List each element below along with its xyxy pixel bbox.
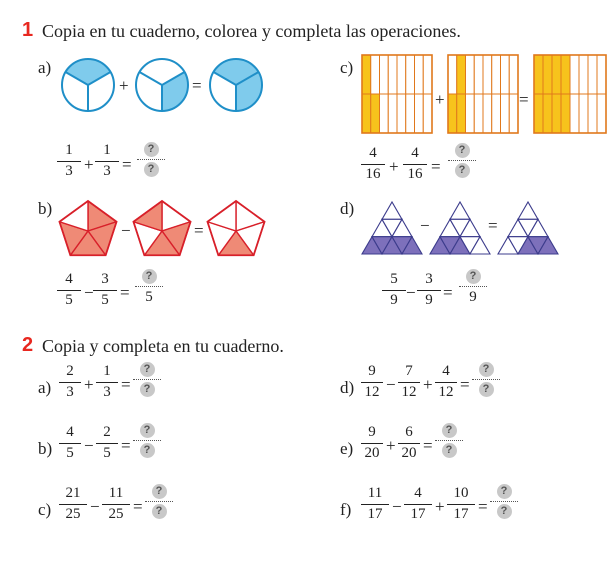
ex1-c-label: c) — [340, 58, 354, 77]
triangle-cell — [518, 202, 538, 219]
question-circle-icon: ? — [466, 269, 481, 284]
ex2-a-operator-1: + — [84, 375, 94, 394]
bar-cell — [534, 94, 543, 133]
ex2-e-equals: = — [423, 436, 433, 455]
ex1-d-fraction-2 — [416, 272, 442, 309]
ex2-d-fraction-1 — [360, 364, 384, 401]
bar-cell — [380, 94, 389, 133]
question-circle-icon: ? — [144, 142, 159, 157]
exercise-2-instruction: Copia y completa en tu cuaderno. — [42, 336, 284, 356]
bar-cell — [423, 94, 432, 133]
denominator: 5 — [103, 445, 111, 461]
question-circle-icon: ? — [497, 484, 512, 499]
denominator: 17 — [367, 506, 383, 522]
ex2-c-operator-1: − — [90, 497, 100, 516]
triangle-cell — [450, 202, 470, 219]
question-circle-icon: ? — [497, 504, 512, 519]
numerator: 4 — [411, 145, 419, 161]
ex1-b-label: b) — [38, 199, 53, 218]
numerator: 10 — [453, 485, 469, 501]
numerator: 11 — [367, 485, 383, 501]
numerator: 9 — [368, 363, 376, 379]
ex1-d-equals-op: = — [488, 216, 498, 235]
bar-cell — [492, 94, 501, 133]
ex2-b-fraction-2 — [95, 425, 119, 462]
triangle-cell — [382, 202, 402, 219]
ex2-e-result-fraction — [432, 423, 466, 458]
ex2-b-fraction-1 — [58, 425, 82, 462]
denominator: 3 — [65, 163, 73, 179]
ex2-d-fraction-3 — [434, 364, 458, 401]
ex1-a-equals: = — [122, 155, 132, 174]
ex1-d-result-fraction — [456, 269, 490, 305]
ex1-c-fraction-1 — [360, 146, 386, 183]
bar-cell — [579, 55, 588, 94]
ex1-a-fraction-2 — [94, 143, 120, 180]
bar-cell — [588, 55, 597, 94]
ex2-c-label: c) — [38, 500, 52, 519]
ex1-c-equals-op: = — [519, 90, 529, 109]
ex1-c-fraction-2 — [402, 146, 428, 183]
bar-cell — [570, 94, 579, 133]
question-circle-icon: ? — [442, 423, 457, 438]
exercise-1-number: 1 — [22, 19, 34, 41]
question-circle-icon: ? — [140, 382, 155, 397]
exercise-1-instruction: Copia en tu cuaderno, colorea y completa las operaciones. — [42, 21, 461, 41]
ex2-b-equals: = — [121, 436, 131, 455]
question-circle-icon: ? — [152, 484, 167, 499]
question-circle-icon: ? — [479, 382, 494, 397]
bar-cell — [397, 94, 406, 133]
bar-cell — [448, 55, 457, 94]
ex1-d-label: d) — [340, 199, 355, 218]
bar-cell — [509, 55, 518, 94]
question-circle-icon: ? — [455, 143, 470, 158]
ex2-f-label: f) — [340, 500, 352, 519]
bar-cell — [457, 94, 466, 133]
bar-cell — [415, 55, 424, 94]
ex2-d-fraction-2 — [397, 364, 421, 401]
ex1-b-equals-op: = — [194, 221, 204, 240]
ex2-f-equals: = — [478, 497, 488, 516]
ex2-f-fraction-2 — [403, 486, 433, 523]
bar-cell — [509, 94, 518, 133]
numerator: 1 — [65, 142, 73, 158]
bar-cell — [561, 94, 570, 133]
bar-cell — [597, 94, 606, 133]
denominator: 5 — [65, 292, 73, 308]
ex1-b-fraction-1 — [56, 272, 82, 309]
ex2-f-fraction-3 — [446, 486, 476, 523]
denominator: 3 — [103, 384, 111, 400]
numerator: 1 — [103, 142, 111, 158]
numerator: 1 — [103, 363, 111, 379]
numerator: 6 — [405, 424, 413, 440]
ex2-b-result-fraction — [130, 423, 164, 458]
denominator: 25 — [65, 506, 81, 522]
question-circle-icon: ? — [144, 162, 159, 177]
denominator: 17 — [410, 506, 426, 522]
ex1-c-equals: = — [431, 157, 441, 176]
ex2-a-label: a) — [38, 378, 52, 397]
ex2-f-operator-1: − — [392, 497, 402, 516]
ex1-c-bar-grids — [362, 55, 612, 135]
bar-cell — [406, 94, 415, 133]
ex1-a-circles — [60, 55, 270, 115]
bar-cell — [380, 55, 389, 94]
ex2-d-equals: = — [460, 375, 470, 394]
denominator: 5 — [66, 445, 74, 461]
bar-cell — [483, 94, 492, 133]
ex1-d-fraction-1 — [381, 272, 407, 309]
denominator: 9 — [425, 292, 433, 308]
denominator: 12 — [438, 384, 454, 400]
ex2-a-fraction-1 — [58, 364, 82, 401]
bar-cell — [579, 94, 588, 133]
ex1-c-result-fraction — [445, 143, 479, 178]
ex1-d-equals: = — [443, 283, 453, 302]
denominator: 16 — [365, 166, 381, 182]
ex1-b-minus: − — [84, 283, 94, 302]
bar-cell — [552, 55, 561, 94]
numerator: 4 — [65, 271, 73, 287]
numerator: 2 — [66, 363, 74, 379]
numerator: 21 — [65, 485, 81, 501]
numerator: 3 — [101, 271, 109, 287]
ex1-d-minus-op: − — [420, 216, 430, 235]
numerator: 3 — [425, 271, 433, 287]
question-circle-icon: ? — [479, 362, 494, 377]
bar-cell — [371, 94, 380, 133]
ex2-d-operator-1: − — [386, 375, 396, 394]
bar-cell — [552, 94, 561, 133]
ex1-a-label: a) — [38, 58, 52, 77]
bar-cell — [466, 55, 475, 94]
ex1-a-fraction-1 — [56, 143, 82, 180]
numerator: 4 — [442, 363, 450, 379]
ex2-d-label: d) — [340, 378, 355, 397]
ex1-b-minus-op: − — [121, 221, 131, 240]
numerator: 4 — [369, 145, 377, 161]
question-circle-icon: ? — [140, 423, 155, 438]
ex2-c-equals: = — [133, 497, 143, 516]
ex2-c-fraction-2 — [101, 486, 131, 523]
denominator: 20 — [364, 445, 380, 461]
bar-cell — [474, 55, 483, 94]
bar-cell — [561, 55, 570, 94]
bar-cell — [466, 94, 475, 133]
ex1-b-pentagons — [58, 198, 273, 263]
ex1-b-result-fraction — [132, 269, 166, 305]
bar-cell — [597, 55, 606, 94]
ex1-c-plus-op: + — [435, 90, 445, 109]
denominator: 17 — [453, 506, 469, 522]
bar-cell — [457, 55, 466, 94]
question-circle-icon: ? — [442, 443, 457, 458]
numerator: 5 — [390, 271, 398, 287]
ex1-d-minus: − — [406, 283, 416, 302]
bar-cell — [543, 55, 552, 94]
denominator: 9 — [390, 292, 398, 308]
ex2-a-equals: = — [121, 375, 131, 394]
bar-cell — [534, 55, 543, 94]
ex2-e-fraction-1 — [360, 425, 384, 462]
bar-cell — [474, 94, 483, 133]
numerator: 7 — [405, 363, 413, 379]
ex2-f-fraction-1 — [360, 486, 390, 523]
denominator: 5 — [101, 292, 109, 308]
numerator: 11 — [108, 485, 124, 501]
denominator: 20 — [401, 445, 417, 461]
numerator: 4 — [414, 485, 422, 501]
ex2-d-operator-2: + — [423, 375, 433, 394]
question-circle-icon: ? — [140, 443, 155, 458]
denominator: 3 — [103, 163, 111, 179]
bar-cell — [388, 55, 397, 94]
bar-cell — [492, 55, 501, 94]
ex2-f-operator-2: + — [435, 497, 445, 516]
numerator: 4 — [66, 424, 74, 440]
bar-cell — [415, 94, 424, 133]
ex2-a-fraction-2 — [95, 364, 119, 401]
denominator: 25 — [108, 506, 124, 522]
bar-cell — [406, 55, 415, 94]
ex1-a-equals-op: = — [192, 76, 202, 95]
bar-cell — [362, 94, 371, 133]
ex2-e-fraction-2 — [397, 425, 421, 462]
denominator: 12 — [364, 384, 380, 400]
ex1-c-plus: + — [389, 157, 399, 176]
bar-cell — [397, 55, 406, 94]
ex1-a-plus-op: + — [119, 76, 129, 95]
ex2-e-operator-1: + — [386, 436, 396, 455]
denominator: 16 — [407, 166, 423, 182]
bar-cell — [570, 55, 579, 94]
bar-cell — [483, 55, 492, 94]
ex2-b-label: b) — [38, 439, 53, 458]
ex2-c-result-fraction — [142, 484, 176, 519]
bar-cell — [362, 55, 371, 94]
bar-cell — [371, 55, 380, 94]
ex1-d-triangles — [360, 200, 580, 260]
bar-cell — [423, 55, 432, 94]
ex1-a-plus: + — [84, 155, 94, 174]
bar-cell — [588, 94, 597, 133]
bar-cell — [501, 55, 510, 94]
bar-cell — [448, 94, 457, 133]
numerator: 9 — [368, 424, 376, 440]
question-circle-icon: ? — [152, 504, 167, 519]
question-circle-icon: ? — [140, 362, 155, 377]
denominator: 12 — [401, 384, 417, 400]
numerator: 2 — [103, 424, 111, 440]
ex2-e-label: e) — [340, 439, 354, 458]
denominator: 5 — [145, 289, 153, 305]
ex1-a-result-fraction — [134, 142, 168, 177]
ex2-b-operator-1: − — [84, 436, 94, 455]
ex2-c-fraction-1 — [58, 486, 88, 523]
bar-cell — [388, 94, 397, 133]
bar-cell — [501, 94, 510, 133]
denominator: 9 — [469, 289, 477, 305]
bar-cell — [543, 94, 552, 133]
question-circle-icon: ? — [455, 163, 470, 178]
question-circle-icon: ? — [142, 269, 157, 284]
ex2-d-result-fraction — [469, 362, 503, 397]
exercise-2-number: 2 — [22, 334, 34, 356]
ex1-b-equals: = — [120, 283, 130, 302]
denominator: 3 — [66, 384, 74, 400]
ex1-b-fraction-2 — [92, 272, 118, 309]
ex2-a-result-fraction — [130, 362, 164, 397]
ex2-f-result-fraction — [487, 484, 521, 519]
